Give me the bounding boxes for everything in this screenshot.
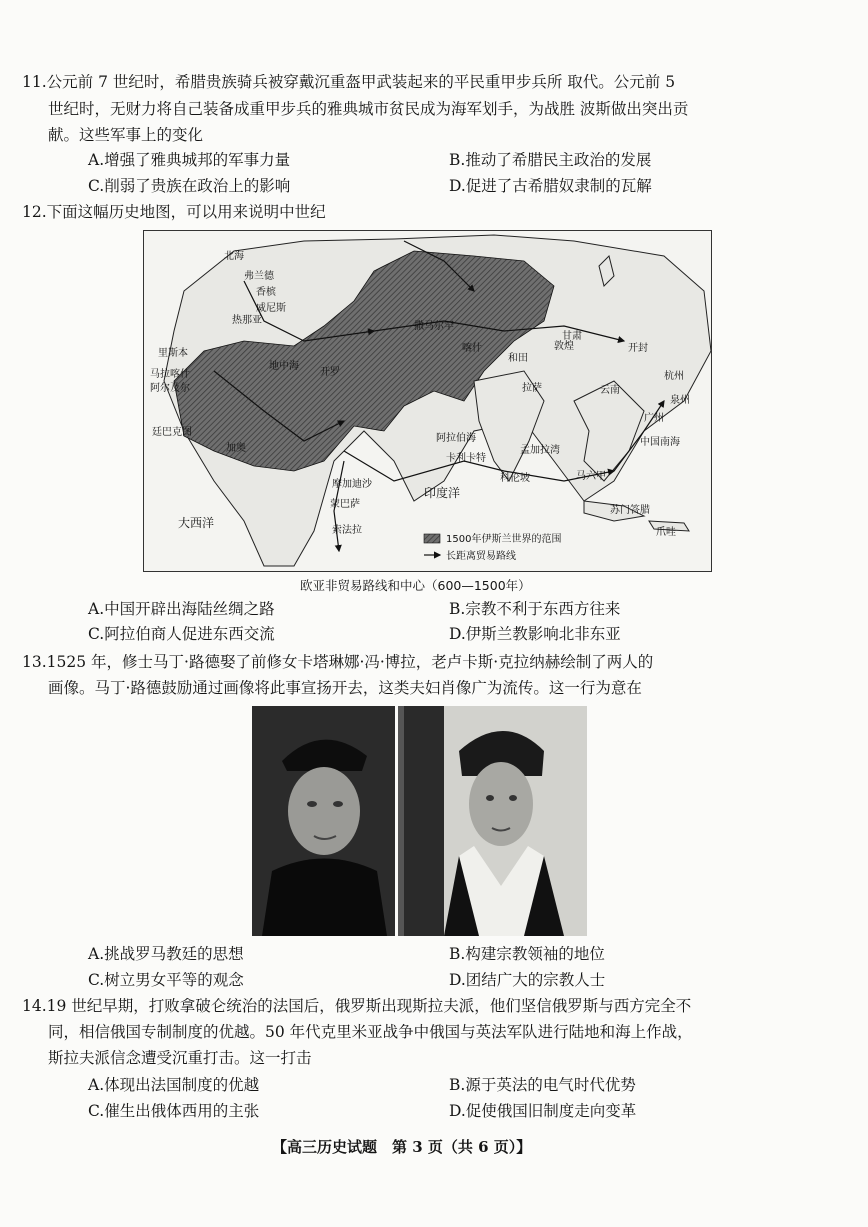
q13-stem-line2: 画像。马丁·路德鼓励通过画像将此事宣扬开去，这类夫妇肖像广为流传。这一行为意在 bbox=[48, 679, 642, 697]
q13-option-d: D.团结广大的宗教人士 bbox=[449, 971, 606, 989]
label-quanzhou: 泉州 bbox=[670, 395, 690, 406]
q12-option-a: A.中国开辟出海陆丝绸之路 bbox=[88, 600, 275, 618]
q12-option-c: C.阿拉伯商人促进东西交流 bbox=[88, 625, 275, 643]
q14-option-b: B.源于英法的电气时代优势 bbox=[449, 1076, 636, 1094]
label-mogadishu: 摩加迪沙 bbox=[332, 479, 372, 490]
label-yunnan: 云南 bbox=[600, 385, 620, 396]
label-gansu: 甘肃 bbox=[562, 331, 582, 342]
label-timbuktu: 廷巴克图 bbox=[152, 427, 192, 438]
label-hotan: 和田 bbox=[508, 353, 528, 364]
q11-stem-line3: 献。这些军事上的变化 bbox=[48, 126, 204, 144]
legend-islamic-swatch bbox=[424, 534, 440, 543]
label-sofala: 索法拉 bbox=[332, 525, 362, 536]
label-sumatra: 苏门答腊 bbox=[610, 505, 650, 516]
label-malacca: 马六甲 bbox=[576, 471, 606, 482]
q11-option-c: C.削弱了贵族在政治上的影响 bbox=[88, 177, 291, 195]
q11-option-d: D.促进了古希腊奴隶制的瓦解 bbox=[449, 177, 652, 195]
label-south-china-sea: 中国南海 bbox=[640, 437, 680, 448]
map-graphic bbox=[144, 231, 711, 571]
label-java: 爪哇 bbox=[656, 527, 676, 538]
label-samarkand: 撒马尔罕 bbox=[414, 321, 454, 332]
label-genoa: 热那亚 bbox=[232, 315, 262, 326]
label-mediterranean: 地中海 bbox=[269, 361, 299, 372]
label-north-sea: 北海 bbox=[224, 251, 244, 262]
q11-stem-line2: 世纪时，无财力将自己装备成重甲步兵的雅典城市贫民成为海军划手，为战胜 波斯做出突出贡 bbox=[48, 100, 689, 118]
q14-stem-line1: 14.19 世纪早期，打败拿破仑统治的法国后，俄罗斯出现斯拉夫派，他们坚信俄罗斯与西方完全不 bbox=[22, 997, 692, 1015]
label-dunhuang: 敦煌 bbox=[554, 341, 574, 352]
q14-option-d: D.促使俄国旧制度走向变革 bbox=[449, 1102, 637, 1120]
label-champagne: 香槟 bbox=[256, 287, 276, 298]
label-colombo: 科伦坡 bbox=[500, 473, 530, 484]
label-lhasa: 拉萨 bbox=[522, 383, 542, 394]
q14-option-a: A.体现出法国制度的优越 bbox=[88, 1076, 260, 1094]
label-cairo: 开罗 bbox=[320, 367, 340, 378]
label-venice: 威尼斯 bbox=[256, 303, 286, 314]
label-arabian-sea: 阿拉伯海 bbox=[436, 433, 476, 444]
map-caption: 欧亚非贸易路线和中心（600—1500年） bbox=[300, 578, 531, 593]
label-flanders: 弗兰德 bbox=[244, 271, 274, 282]
q14-option-c: C.催生出俄体西用的主张 bbox=[88, 1102, 260, 1120]
label-indian-ocean: 印度洋 bbox=[424, 486, 461, 500]
q13-stem-line1: 13.1525 年，修士马丁·路德娶了前修女卡塔琳娜·冯·博拉，老卢卡斯·克拉纳赫绘制了两人的 bbox=[22, 653, 654, 671]
label-hangzhou: 杭州 bbox=[664, 371, 684, 382]
q11-stem-line1: 11.公元前 7 世纪时，希腊贵族骑兵被穿戴沉重盔甲武装起来的平民重甲步兵所 取代。公元前 5 bbox=[22, 73, 676, 91]
q14-stem-line3: 斯拉夫派信念遭受沉重打击。这一打击 bbox=[48, 1049, 312, 1067]
label-algeria: 阿尔及尔 bbox=[150, 383, 190, 394]
label-guangzhou: 广州 bbox=[644, 413, 664, 424]
label-lisbon: 里斯本 bbox=[158, 348, 188, 359]
label-bengal: 孟加拉湾 bbox=[520, 445, 560, 456]
q14-stem-line2: 同，相信俄国专制制度的优越。50 年代克里米亚战争中俄国与英法军队进行陆地和海上作战， bbox=[48, 1023, 693, 1041]
legend-islamic-label: 1500年伊斯兰世界的范围 bbox=[446, 534, 562, 545]
label-kashgar: 喀什 bbox=[462, 343, 482, 354]
q13-option-a: A.挑战罗马教廷的思想 bbox=[88, 945, 244, 963]
q12-option-d: D.伊斯兰教影响北非东亚 bbox=[449, 625, 621, 643]
label-gao: 加奥 bbox=[226, 443, 246, 454]
legend-route-label: 长距离贸易路线 bbox=[446, 551, 516, 562]
q13-option-b: B.构建宗教领袖的地位 bbox=[449, 945, 605, 963]
q11-option-b: B.推动了希腊民主政治的发展 bbox=[449, 151, 652, 169]
q12-stem: 12.下面这幅历史地图，可以用来说明中世纪 bbox=[22, 203, 326, 221]
q13-option-c: C.树立男女平等的观念 bbox=[88, 971, 244, 989]
q12-option-b: B.宗教不利于东西方往来 bbox=[449, 600, 621, 618]
label-atlantic: 大西洋 bbox=[178, 516, 215, 530]
portrait-katharina-von-bora bbox=[404, 706, 587, 936]
label-kaifeng: 开封 bbox=[628, 343, 648, 354]
label-calicut: 卡利卡特 bbox=[446, 453, 486, 464]
page-footer: 【高三历史试题 第 3 页（共 6 页）】 bbox=[272, 1138, 532, 1156]
label-marrakesh: 马拉喀什 bbox=[150, 369, 190, 380]
label-mombasa: 蒙巴萨 bbox=[330, 499, 360, 510]
portrait-martin-luther bbox=[252, 706, 395, 936]
q11-option-a: A.增强了雅典城邦的军事力量 bbox=[88, 151, 291, 169]
trade-route-map bbox=[143, 230, 712, 572]
